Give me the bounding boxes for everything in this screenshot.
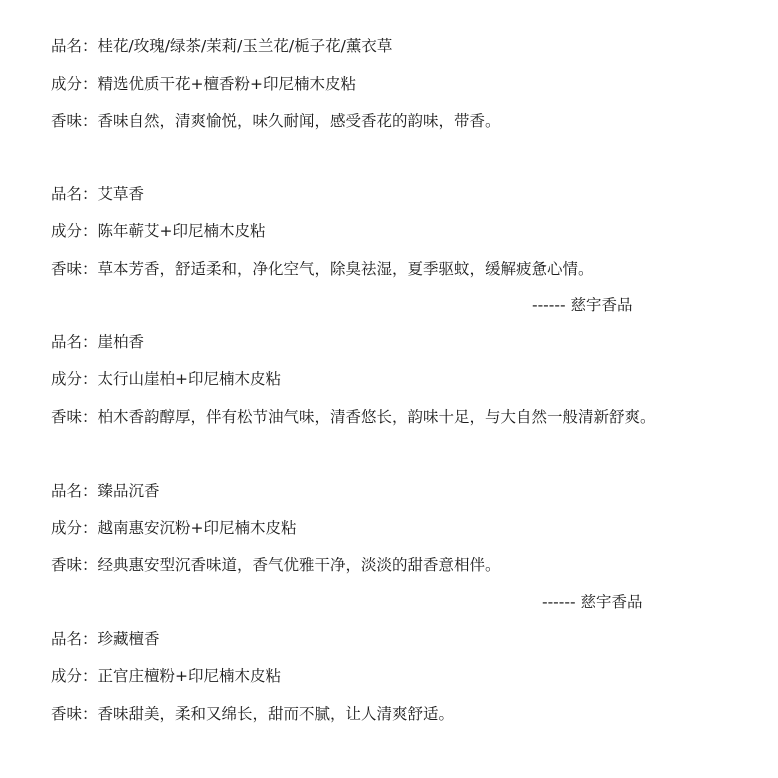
scent-line-2: 香味：草本芳香，舒适柔和，净化空气，除臭祛湿，夏季驱蚊，缓解疲惫心情。 [51,260,594,278]
scent-line-5: 香味：香味甜美，柔和又绵长，甜而不腻，让人清爽舒适。 [51,705,455,723]
brand-signature-1: ------ 慈宇香品 [532,296,633,314]
scent-line-3: 香味：柏木香韵醇厚，伴有松节油气味，清香悠长，韵味十足，与大自然一般清新舒爽。 [51,408,656,426]
ingredient-line-4: 成分：越南惠安沉粉+印尼楠木皮粘 [51,519,297,537]
product-name-line-1: 品名：桂花/玫瑰/绿茶/茉莉/玉兰花/栀子花/薰衣草 [51,37,393,55]
product-name-line-3: 品名：崖柏香 [51,333,145,351]
ingredient-line-5: 成分：正官庄檀粉+印尼楠木皮粘 [51,667,281,685]
scent-line-1: 香味：香味自然，清爽愉悦，味久耐闻，感受香花的韵味，带香。 [51,112,501,130]
brand-signature-2: ------ 慈宇香品 [542,593,643,611]
product-name-line-2: 品名：艾草香 [51,185,145,203]
ingredient-line-3: 成分：太行山崖柏+印尼楠木皮粘 [51,370,281,388]
scent-line-4: 香味：经典惠安型沉香味道，香气优雅干净，淡淡的甜香意相伴。 [51,556,501,574]
ingredient-line-1: 成分：精选优质干花+檀香粉+印尼楠木皮粘 [51,75,356,93]
product-name-line-4: 品名：臻品沉香 [51,482,160,500]
product-name-line-5: 品名：珍藏檀香 [51,630,160,648]
ingredient-line-2: 成分：陈年蕲艾+印尼楠木皮粘 [51,222,266,240]
